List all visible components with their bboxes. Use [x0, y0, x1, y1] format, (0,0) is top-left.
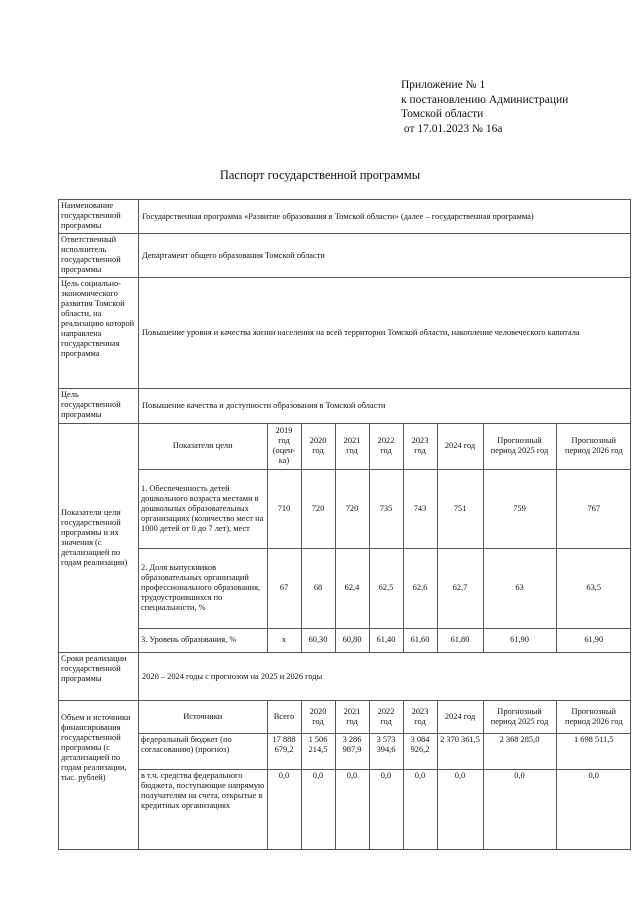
label-indicators: Показатели цели государственной программы и их значения (с детализацией по годам реализации) — [59, 424, 139, 653]
header-cell: 2024 год — [437, 701, 483, 733]
table-cell: 3 084 926,2 — [403, 733, 437, 769]
table-cell: 61,90 — [483, 628, 556, 652]
header-cell: Всего — [267, 701, 301, 733]
table-cell: 0,0 — [301, 769, 335, 849]
row-period — [59, 653, 631, 701]
table-cell: 17 888 679,2 — [267, 733, 301, 769]
table-cell: 1 506 214,5 — [301, 733, 335, 769]
row-program-name — [59, 200, 631, 234]
header-cell: 2022 год — [369, 701, 403, 733]
annex-line-1: Приложение № 1 — [401, 79, 486, 91]
indicators-header-row — [139, 424, 631, 469]
passport-table — [58, 199, 631, 850]
label-finance: Объем и источники финансирования государственной программы (с детализацией по годам реализации, тыс. рублей) — [59, 701, 139, 850]
row-finance — [59, 701, 631, 850]
table-cell: 743 — [403, 469, 437, 548]
label-executor: Ответственный исполнитель государственной программы — [59, 234, 139, 278]
label-program-name: Наименование государственной программы — [59, 200, 139, 234]
table-cell: 0,0 — [335, 769, 369, 849]
table-cell: 61,80 — [437, 628, 483, 652]
table-cell: 67 — [267, 548, 301, 628]
header-cell: 2021 год — [335, 424, 369, 469]
table-cell: 61,90 — [556, 628, 631, 652]
table-cell: 62,6 — [403, 548, 437, 628]
header-cell: Прогнозный период 2025 год — [483, 424, 556, 469]
header-cell: 2020 год — [301, 424, 335, 469]
label-period: Сроки реализации государственной программы — [59, 653, 139, 701]
table-cell: 62,4 — [335, 548, 369, 628]
row-program-goal — [59, 389, 631, 424]
header-cell: 2021 год — [335, 701, 369, 733]
table-cell: 0,0 — [437, 769, 483, 849]
indicator-name: 2. Доля выпускников образовательных организаций профессионального образования, трудоустроившихся по специальности, % — [139, 548, 267, 628]
table-cell: 2 370 361,5 — [437, 733, 483, 769]
table-cell: 3 573 394,6 — [369, 733, 403, 769]
finance-table — [139, 701, 631, 849]
table-cell: 0,0 — [483, 769, 556, 849]
indicator-name: 3. Уровень образования, % — [139, 628, 267, 652]
header-cell: 2024 год — [437, 424, 483, 469]
value-executor: Департамент общего образования Томской области — [139, 234, 631, 278]
table-cell: 0,0 — [267, 769, 301, 849]
table-cell: 720 — [335, 469, 369, 548]
header-cell: 2023 год — [403, 701, 437, 733]
finance-source: в т.ч. средства федерального бюджета, поступающие напрямую получателям на счета, открытые в кредитных организациях — [139, 769, 267, 849]
header-cell: 2019 год (оцен-ка) — [267, 424, 301, 469]
table-cell: 68 — [301, 548, 335, 628]
table-cell: 720 — [301, 469, 335, 548]
value-social-goal: Повышение уровня и качества жизни населения на всей территории Томской области, накопление человеческого капитала — [139, 278, 631, 389]
finance-source: федеральный бюджет (по согласованию) (прогноз) — [139, 733, 267, 769]
table-row — [139, 769, 631, 849]
indicators-table — [139, 424, 631, 652]
header-cell: Прогнозный период 2026 год — [556, 701, 631, 733]
annex-line-2: к постановлению Администрации — [401, 93, 569, 106]
header-cell: Прогнозный период 2026 год — [556, 424, 631, 469]
indicator-name: 1. Обеспеченность детей дошкольного возраста местами в дошкольных образовательных организациях (количество мест на 1000 детей от 0 до 7 лет), мест — [139, 469, 267, 548]
table-cell: 2 368 285,0 — [483, 733, 556, 769]
value-program-goal: Повышение качества и доступности образования в Томской области — [139, 389, 631, 424]
table-cell: 60,80 — [335, 628, 369, 652]
table-cell: 63,5 — [556, 548, 631, 628]
row-social-goal — [59, 278, 631, 389]
table-cell: 60,30 — [301, 628, 335, 652]
table-row — [139, 548, 631, 628]
table-cell: 0,0 — [369, 769, 403, 849]
value-program-name: Государственная программа «Развитие образования в Томской области» (далее – государственная программа) — [139, 200, 631, 234]
table-cell: 3 286 987,9 — [335, 733, 369, 769]
table-cell: 710 — [267, 469, 301, 548]
table-cell: 0,0 — [556, 769, 631, 849]
row-executor — [59, 234, 631, 278]
table-cell: 61,60 — [403, 628, 437, 652]
table-cell: 1 698 511,5 — [556, 733, 631, 769]
table-row — [139, 469, 631, 548]
table-cell: x — [267, 628, 301, 652]
table-cell: 751 — [437, 469, 483, 548]
table-cell: 62,5 — [369, 548, 403, 628]
finance-header-row — [139, 701, 631, 733]
header-cell: Показатели цели — [139, 424, 267, 469]
header-cell: 2022 год — [369, 424, 403, 469]
header-cell: 2020 год — [301, 701, 335, 733]
annex-header — [401, 78, 633, 136]
table-cell: 759 — [483, 469, 556, 548]
table-cell: 61,40 — [369, 628, 403, 652]
table-cell: 62,7 — [437, 548, 483, 628]
label-program-goal: Цель государственной программы — [59, 389, 139, 424]
table-cell: 0,0 — [403, 769, 437, 849]
label-social-goal: Цель социально-экономического развития Томской области, на реализацию которой направлена государственная программа — [59, 278, 139, 389]
table-cell: 63 — [483, 548, 556, 628]
table-row — [139, 628, 631, 652]
row-indicators — [59, 424, 631, 653]
table-row — [139, 733, 631, 769]
table-cell: 767 — [556, 469, 631, 548]
annex-line-4: от 17.01.2023 № 16а — [401, 122, 503, 135]
header-cell: Прогнозный период 2025 год — [483, 701, 556, 733]
table-cell: 735 — [369, 469, 403, 548]
header-cell: 2023 год — [403, 424, 437, 469]
annex-line-3: Томской области — [401, 108, 484, 120]
header-cell: Источники — [139, 701, 267, 733]
document-title: Паспорт государственной программы — [219, 168, 421, 182]
value-period: 2020 – 2024 годы с прогнозом на 2025 и 2026 годы — [139, 653, 631, 701]
